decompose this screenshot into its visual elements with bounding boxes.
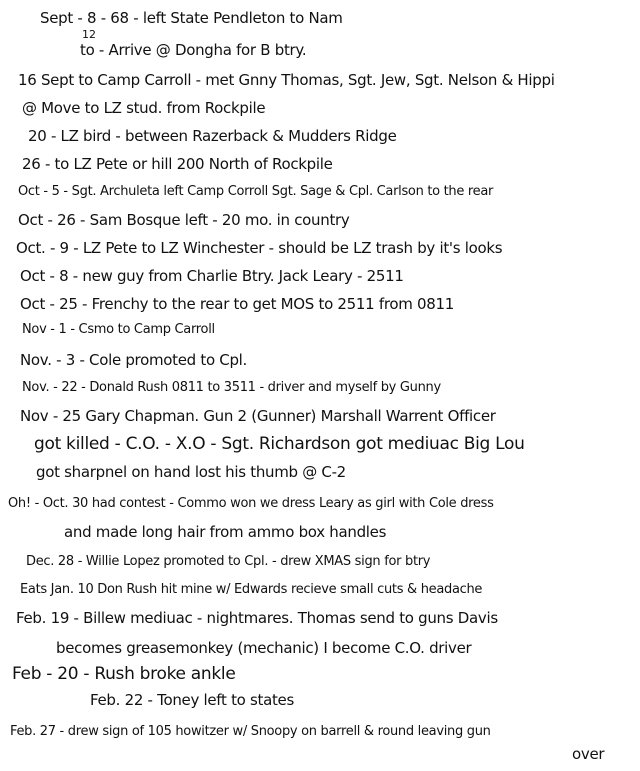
journal-line: Nov - 1 - Csmo to Camp Carroll (22, 322, 215, 337)
journal-line: Oct. - 9 - LZ Pete to LZ Winchester - should be LZ trash by it's looks (16, 239, 503, 257)
journal-line: Sept - 8 - 68 - left State Pendleton to Nam (40, 9, 343, 27)
journal-line: @ Move to LZ stud. from Rockpile (22, 99, 266, 117)
journal-line: Nov - 25 Gary Chapman. Gun 2 (Gunner) Marshall Warrent Officer (20, 407, 496, 425)
journal-line: got killed - C.O. - X.O - Sgt. Richardson got mediuac Big Lou (34, 434, 525, 454)
journal-line: 20 - LZ bird - between Razerback & Mudders Ridge (28, 127, 397, 145)
journal-line: Oct - 5 - Sgt. Archuleta left Camp Corroll Sgt. Sage & Cpl. Carlson to the rear (18, 184, 494, 199)
journal-line: Oct - 26 - Sam Bosque left - 20 mo. in country (18, 211, 350, 229)
journal-line: Oct - 8 - new guy from Charlie Btry. Jack Leary - 2511 (20, 267, 404, 285)
journal-line: over (572, 745, 605, 763)
journal-line: Eats Jan. 10 Don Rush hit mine w/ Edwards recieve small cuts & headache (20, 582, 483, 597)
journal-line: Oh! - Oct. 30 had contest - Commo won we dress Leary as girl with Cole dress (8, 496, 494, 511)
journal-line: to - Arrive @ Dongha for B btry. (80, 41, 307, 59)
journal-line: becomes greasemonkey (mechanic) I become C.O. driver (56, 639, 472, 657)
journal-line: Feb. 27 - drew sign of 105 howitzer w/ Snoopy on barrell & round leaving gun (10, 724, 491, 739)
journal-line: Feb. 19 - Billew mediuac - nightmares. Thomas send to guns Davis (16, 609, 498, 627)
superscript-note: 12 (82, 28, 96, 41)
journal-line: 26 - to LZ Pete or hill 200 North of Rockpile (22, 155, 333, 173)
journal-line: Feb. 22 - Toney left to states (90, 691, 295, 709)
journal-line: 16 Sept to Camp Carroll - met Gnny Thomas, Sgt. Jew, Sgt. Nelson & Hippi (18, 71, 555, 89)
journal-line: got sharpnel on hand lost his thumb @ C-2 (36, 463, 346, 481)
journal-line: Nov. - 3 - Cole promoted to Cpl. (20, 351, 248, 369)
journal-line: and made long hair from ammo box handles (64, 523, 387, 541)
journal-line: Feb - 20 - Rush broke ankle (12, 664, 236, 684)
journal-line: Dec. 28 - Willie Lopez promoted to Cpl. - drew XMAS sign for btry (26, 554, 431, 569)
journal-line: Oct - 25 - Frenchy to the rear to get MOS to 2511 from 0811 (20, 295, 455, 313)
journal-line: Nov. - 22 - Donald Rush 0811 to 3511 - driver and myself by Gunny (22, 380, 441, 395)
